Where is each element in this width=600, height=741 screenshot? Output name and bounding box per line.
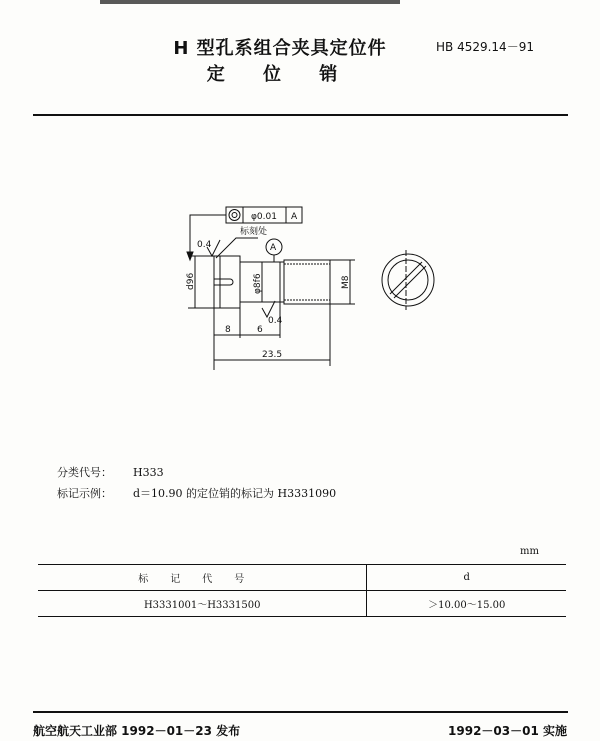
top-scan-strip	[100, 0, 400, 4]
tolerance-value: φ0.01	[251, 212, 277, 222]
marking-example-line	[57, 485, 336, 501]
marking-note: 标刻处	[240, 227, 268, 237]
footer-rule	[33, 711, 568, 713]
dim-6: 6	[257, 325, 263, 335]
classification-code-line	[57, 464, 164, 480]
effective-date: 1992－03－01 实施	[448, 724, 567, 738]
col-d-header: d	[367, 565, 566, 591]
code-value: H333	[133, 466, 164, 479]
spec-table	[38, 564, 566, 617]
roughness-left: 0.4	[197, 240, 212, 250]
table-header-row	[38, 565, 566, 591]
pin-thread	[284, 260, 330, 304]
tolerance-datum: A	[291, 212, 298, 222]
row-d: ＞10.00～15.00	[367, 591, 566, 617]
dim-phi8f6: φ8f6	[253, 273, 263, 294]
technical-drawing	[150, 200, 450, 380]
table-row	[38, 591, 566, 617]
roughness-bottom: 0.4	[268, 316, 283, 326]
dim-8: 8	[225, 325, 231, 335]
col-code-header: 标记代号	[38, 565, 367, 591]
example-label: 标记示例：	[57, 487, 112, 500]
dim-d96: d96	[186, 272, 196, 290]
datum-label: A	[270, 243, 277, 253]
end-view	[382, 250, 434, 310]
code-label: 分类代号：	[57, 466, 112, 479]
dim-m8: M8	[341, 275, 351, 289]
pin-head	[214, 256, 240, 308]
standard-number: HB 4529.14－91	[436, 40, 534, 54]
unit-label: mm	[520, 546, 539, 557]
page-subtitle: 定 位 销	[206, 64, 354, 85]
issued-date: 航空航天工业部 1992－01－23 发布	[33, 724, 241, 738]
concentricity-icon	[229, 210, 240, 221]
dim-23-5: 23.5	[262, 350, 283, 360]
example-value: d＝10.90 的定位销的标记为 H3331090	[133, 487, 337, 500]
header-rule	[33, 114, 568, 116]
row-code: H3331001～H3331500	[38, 591, 367, 617]
page-title: H 型孔系组合夹具定位件	[173, 38, 387, 59]
